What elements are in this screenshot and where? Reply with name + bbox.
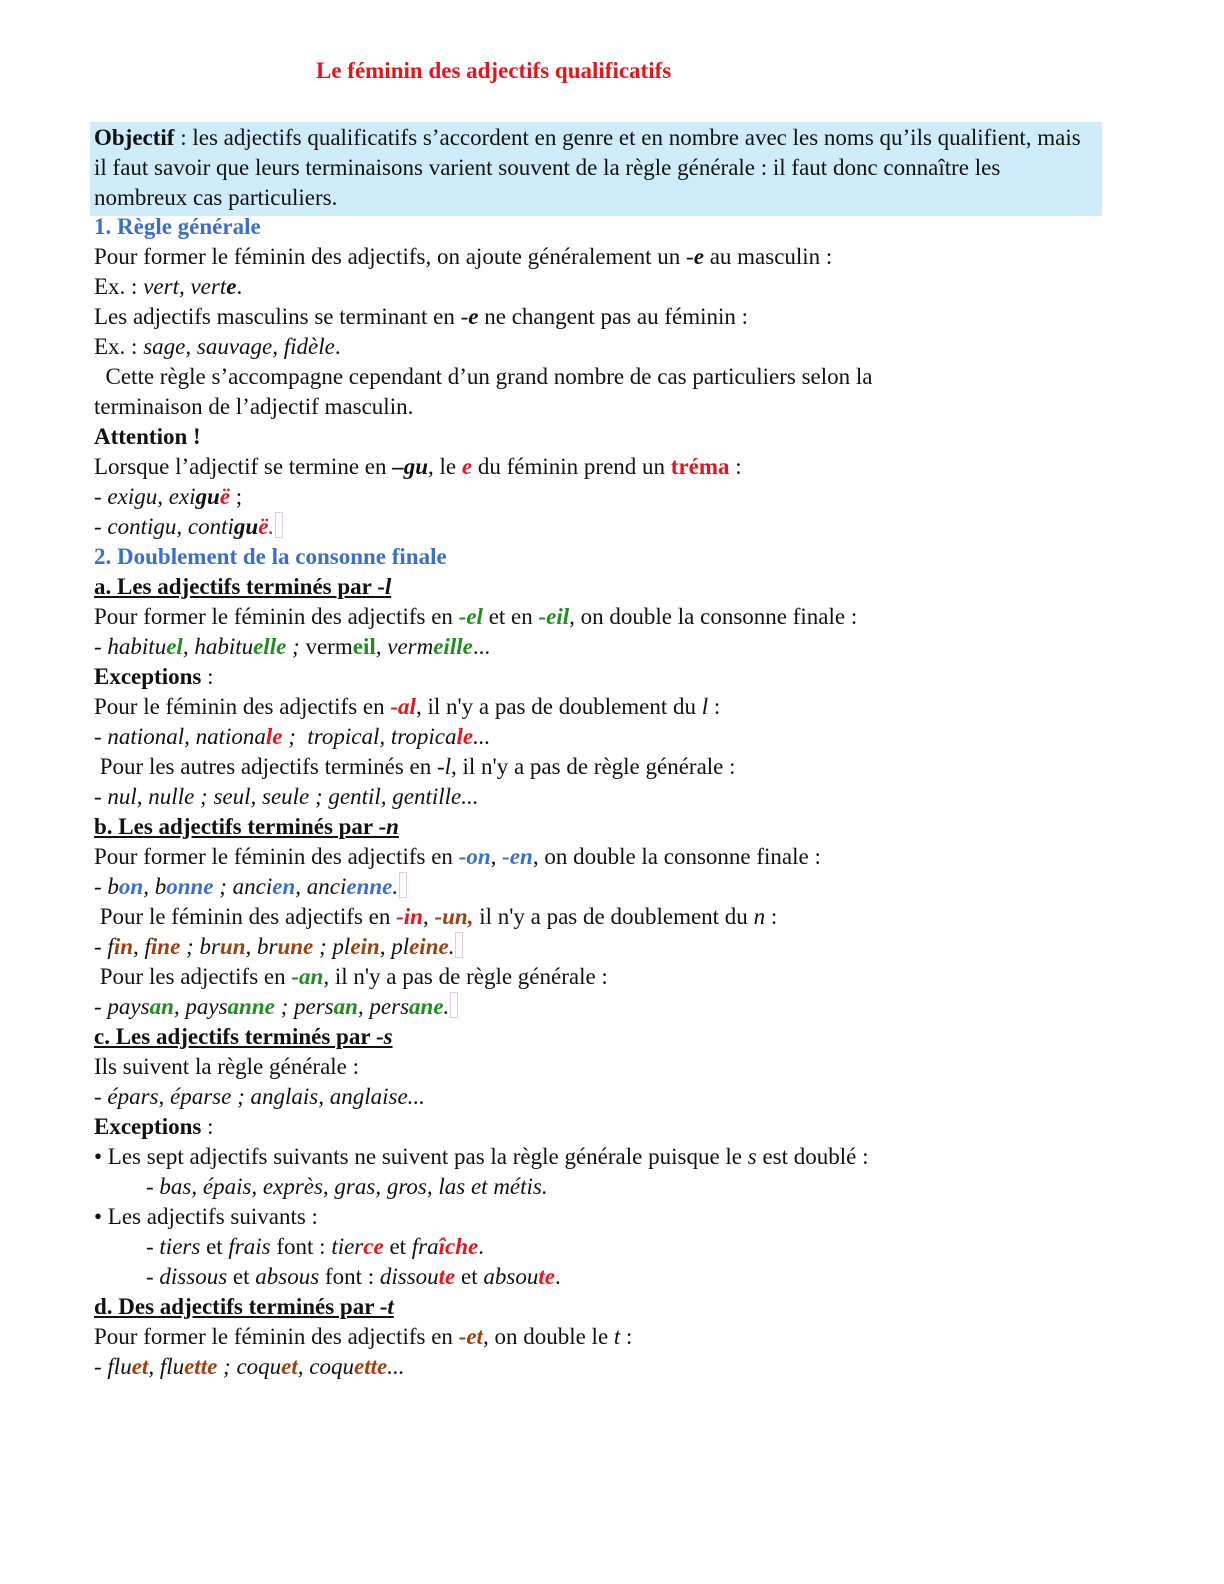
document-body [94, 212, 1104, 1382]
rule-line: Pour le féminin des adjectifs en -al, il n'y a pas de doublement du l : [94, 694, 721, 719]
example-line: - national, nationale ; tropical, tropicale... [94, 724, 491, 749]
exceptions-heading: Exceptions : [94, 1114, 214, 1139]
example-line: - bas, épais, exprès, gras, gros, las et métis. [146, 1174, 548, 1199]
format-mark [450, 992, 458, 1018]
example-line: - tiers et frais font : tierce et fraîche. [146, 1234, 484, 1259]
objective-label: Objectif [94, 125, 175, 150]
subsection-b-heading: b. Les adjectifs terminés par -n [94, 814, 399, 839]
exceptions-heading: Exceptions : [94, 664, 214, 689]
rule-line: Pour le féminin des adjectifs en -in, -un, il n'y a pas de doublement du n : [94, 904, 778, 929]
example-line: - exigu, exiguë ; [94, 484, 243, 509]
example-line: - nul, nulle ; seul, seule ; gentil, gentille... [94, 784, 479, 809]
example-line: - contigu, contiguë. [94, 512, 1104, 542]
rule-line: Ils suivent la règle générale : [94, 1054, 360, 1079]
objective-box [90, 122, 1102, 216]
rule-line: Les adjectifs masculins se terminant en -e ne changent pas au féminin : [94, 304, 749, 329]
subsection-a-heading: a. Les adjectifs terminés par -l [94, 574, 392, 599]
format-mark [455, 932, 463, 958]
example-line: - fin, fine ; brun, brune ; plein, pleine. [94, 932, 1104, 962]
bullet-item: • Les adjectifs suivants : [94, 1204, 318, 1229]
example-line: - paysan, paysanne ; persan, persane. [94, 992, 1104, 1022]
text-line: terminaison de l’adjectif masculin. [94, 394, 414, 419]
subsection-d-heading: d. Des adjectifs terminés par -t [94, 1294, 394, 1319]
section-2-heading: 2. Doublement de la consonne finale [94, 544, 447, 569]
example-line: - habituel, habituelle ; vermeil, vermeille... [94, 634, 491, 659]
rule-line: Lorsque l’adjectif se termine en –gu, le e du féminin prend un tréma : [94, 454, 742, 479]
format-mark [399, 872, 407, 898]
rule-line: Pour former le féminin des adjectifs, on ajoute généralement un -e au masculin : [94, 244, 833, 269]
subsection-c-heading: c. Les adjectifs terminés par -s [94, 1024, 393, 1049]
example-line: - épars, éparse ; anglais, anglaise... [94, 1084, 425, 1109]
attention-heading: Attention ! [94, 424, 201, 449]
example-line: - bon, bonne ; ancien, ancienne. [94, 872, 1104, 902]
text-line: Cette règle s’accompagne cependant d’un grand nombre de cas particuliers selon la [94, 364, 873, 389]
example-line: Ex. : vert, verte. [94, 274, 243, 299]
bullet-item: • Les sept adjectifs suivants ne suivent pas la règle générale puisque le s est doublé : [94, 1144, 869, 1169]
section-1-heading: 1. Règle générale [94, 214, 261, 239]
format-mark [275, 512, 283, 538]
example-line: - dissous et absous font : dissoute et absoute. [146, 1264, 561, 1289]
example-line: - fluet, fluette ; coquet, coquette... [94, 1354, 405, 1379]
rule-line: Pour former le féminin des adjectifs en -on, -en, on double la consonne finale : [94, 844, 821, 869]
rule-line: Pour les adjectifs en -an, il n'y a pas de règle générale : [94, 964, 608, 989]
example-line: Ex. : sage, sauvage, fidèle. [94, 334, 341, 359]
rule-line: Pour former le féminin des adjectifs en -el et en -eil, on double la consonne finale : [94, 604, 858, 629]
page-title: Le féminin des adjectifs qualificatifs [316, 58, 672, 83]
rule-line: Pour les autres adjectifs terminés en -l, il n'y a pas de règle générale : [94, 754, 736, 779]
objective-text: : les adjectifs qualificatifs s’accordent en genre et en nombre avec les noms qu’ils qualifient, mais il faut savoir que leurs terminaisons varient souvent de la règle générale : il faut donc connaître les nombreux cas particuliers. [94, 125, 1081, 210]
rule-line: Pour former le féminin des adjectifs en -et, on double le t : [94, 1324, 633, 1349]
